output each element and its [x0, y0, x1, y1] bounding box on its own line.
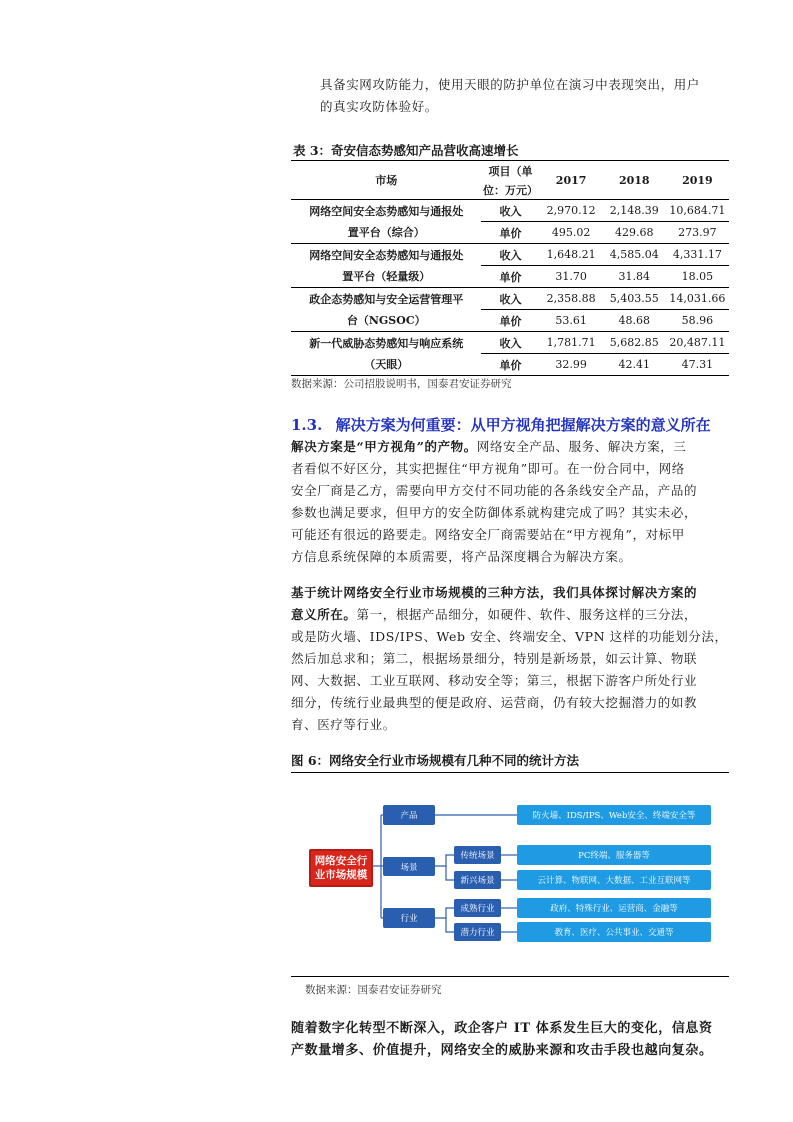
- table-row: [291, 266, 729, 288]
- market-name: 政企态势感知与安全运营管理平: [291, 288, 481, 310]
- para-text: 网、大数据、工业互联网、移动安全等；第三，根据下游客户所处行业: [291, 673, 698, 688]
- cell-value: 53.61: [540, 310, 603, 332]
- paragraph-2: [291, 582, 741, 736]
- cell-value: 32.99: [540, 354, 603, 376]
- table-row: [291, 288, 729, 310]
- closing-line: 产数量增多、价值提升，网络安全的威胁来源和攻击手段也越向复杂。: [291, 1043, 713, 1058]
- row-item: 单价: [481, 266, 539, 288]
- node-new-scene: 新兴场景: [454, 871, 501, 889]
- figure-caption: 图 6：网络安全行业市场规模有几种不同的统计方法: [291, 753, 580, 768]
- header-item-line2: 位：万元）: [482, 183, 538, 197]
- market-name: 台（NGSOC）: [346, 314, 426, 328]
- node-product: 产品: [383, 805, 435, 825]
- cell-value: 495.02: [540, 222, 603, 244]
- revenue-table: [291, 160, 729, 376]
- connector-line: [435, 908, 454, 918]
- para-text: 参数也满足要求，但甲方的安全防御体系就构建完成了吗？其实未必，: [291, 505, 698, 520]
- table-row: [291, 200, 729, 222]
- row-item: 收入: [481, 244, 539, 266]
- cell-value: 429.68: [603, 222, 666, 244]
- leaf-mature-industry: 政府、特殊行业、运营商、金融等: [517, 898, 711, 918]
- row-item: 单价: [481, 222, 539, 244]
- section-number: 1.3.: [291, 416, 323, 434]
- header-year: 2017: [540, 161, 603, 200]
- cell-value: 2,358.88: [540, 288, 603, 310]
- section-heading: [291, 414, 711, 435]
- paragraph-1: [291, 436, 741, 568]
- figure-top-rule: [291, 772, 729, 773]
- para-text: 然后加总求和；第二，根据场景细分，特别是新场景，如云计算、物联: [291, 651, 698, 666]
- cell-value: 1,781.71: [540, 332, 603, 354]
- market-size-diagram: [291, 780, 729, 970]
- cell-value: 2,148.39: [603, 200, 666, 222]
- leaf-traditional-scene: PC终端、服务器等: [517, 845, 711, 865]
- para-text: 网络安全产品、服务、解决方案，三: [476, 439, 687, 454]
- para-text: 或是防火墙、IDS/IPS、Web 安全、终端安全、VPN 这样的功能划分法，: [291, 629, 728, 644]
- row-item: 收入: [481, 332, 539, 354]
- table-row: [291, 354, 729, 376]
- table-row: [291, 244, 729, 266]
- root-node: [309, 849, 373, 887]
- market-name: 置平台（综合）: [347, 226, 425, 240]
- figure-source: 数据来源：国泰君安证券研究: [305, 984, 442, 996]
- leaf-product: 防火墙、IDS/IPS、Web安全、终端安全等: [517, 805, 711, 825]
- table-row: [291, 310, 729, 332]
- closing-line: 随着数字化转型不断深入，政企客户 IT 体系发生巨大的变化，信息资: [291, 1021, 713, 1036]
- cell-value: 20,487.11: [666, 332, 729, 354]
- cell-value: 58.96: [666, 310, 729, 332]
- row-item: 单价: [481, 354, 539, 376]
- leaf-new-scene: 云计算、物联网、大数据、工业互联网等: [517, 870, 711, 890]
- node-mature-industry: 成熟行业: [454, 899, 501, 917]
- cell-value: 31.70: [540, 266, 603, 288]
- leaf-potential-industry: 教育、医疗、公共事业、交通等: [517, 922, 711, 942]
- row-item: 收入: [481, 200, 539, 222]
- root-label: 业市场规模: [314, 869, 368, 881]
- table-row: [291, 222, 729, 244]
- market-name: （天眼）: [291, 354, 481, 376]
- para-bold: 意义所在。: [291, 607, 357, 622]
- cell-value: 42.41: [603, 354, 666, 376]
- intro-paragraph: [320, 74, 740, 118]
- row-item: 单价: [481, 310, 539, 332]
- market-name: 新一代威胁态势感知与响应系统: [291, 332, 481, 354]
- intro-line: 具备实网攻防能力，使用天眼的防护单位在演习中表现突出，用户: [320, 77, 700, 92]
- para-text: 方信息系统保障的本质需要，将产品深度耦合为解决方案。: [291, 549, 632, 564]
- cell-value: 10,684.71: [666, 200, 729, 222]
- table-source: 数据来源：公司招股说明书，国泰君安证券研究: [291, 378, 512, 390]
- market-name: 置平台（轻量级）: [342, 270, 431, 284]
- row-item: 收入: [481, 288, 539, 310]
- para-text: 可能还有很远的路要走。网络安全厂商需要站在“甲方视角”，对标甲: [291, 527, 685, 542]
- cell-value: 5,403.55: [603, 288, 666, 310]
- para-text: 第一，根据产品细分，如硬件、软件、服务这样的三分法，: [356, 607, 698, 622]
- para-text: 者看似不好区分，其实把握住“甲方视角”即可。在一份合同中，网络: [291, 461, 685, 476]
- header-year: 2019: [666, 161, 729, 200]
- cell-value: 4,585.04: [603, 244, 666, 266]
- connector-line: [446, 866, 454, 880]
- header-item-line1: 项目（单: [481, 161, 539, 181]
- node-industry: 行业: [383, 908, 435, 928]
- para-bold: 解决方案是“甲方视角”的产物。: [291, 439, 477, 454]
- connector-line: [446, 918, 454, 932]
- cell-value: 31.84: [603, 266, 666, 288]
- para-bold: 基于统计网络安全行业市场规模的三种方法，我们具体探讨解决方案的: [291, 585, 698, 600]
- node-potential-industry: 潜力行业: [454, 923, 501, 941]
- intro-line: 的真实攻防体验好。: [320, 99, 438, 114]
- table-caption: 表 3：奇安信态势感知产品营收高速增长: [293, 143, 519, 158]
- para-text: 育、医疗等行业。: [291, 717, 396, 732]
- cell-value: 48.68: [603, 310, 666, 332]
- cell-value: 2,970.12: [540, 200, 603, 222]
- closing-paragraph: [291, 1018, 741, 1062]
- table-row: [291, 332, 729, 354]
- connector-line: [435, 855, 454, 866]
- root-label: 网络安全行: [314, 855, 368, 867]
- node-traditional-scene: 传统场景: [454, 846, 501, 864]
- cell-value: 273.97: [666, 222, 729, 244]
- para-text: 细分，传统行业最典型的便是政府、运营商，仍有较大挖掘潜力的如教: [291, 695, 698, 710]
- figure-bottom-rule: [291, 976, 729, 977]
- section-title: 解决方案为何重要：从甲方视角把握解决方案的意义所在: [335, 416, 711, 434]
- market-name: 网络空间安全态势感知与通报处: [291, 244, 481, 266]
- cell-value: 14,031.66: [666, 288, 729, 310]
- node-scene: 场景: [383, 857, 435, 876]
- header-market: 市场: [291, 161, 481, 200]
- market-name: 网络空间安全态势感知与通报处: [291, 200, 481, 222]
- para-text: 安全厂商是乙方，需要向甲方交付不同功能的各条线安全产品，产品的: [291, 483, 698, 498]
- cell-value: 18.05: [666, 266, 729, 288]
- cell-value: 5,682.85: [603, 332, 666, 354]
- cell-value: 47.31: [666, 354, 729, 376]
- header-year: 2018: [603, 161, 666, 200]
- cell-value: 1,648.21: [540, 244, 603, 266]
- cell-value: 4,331.17: [666, 244, 729, 266]
